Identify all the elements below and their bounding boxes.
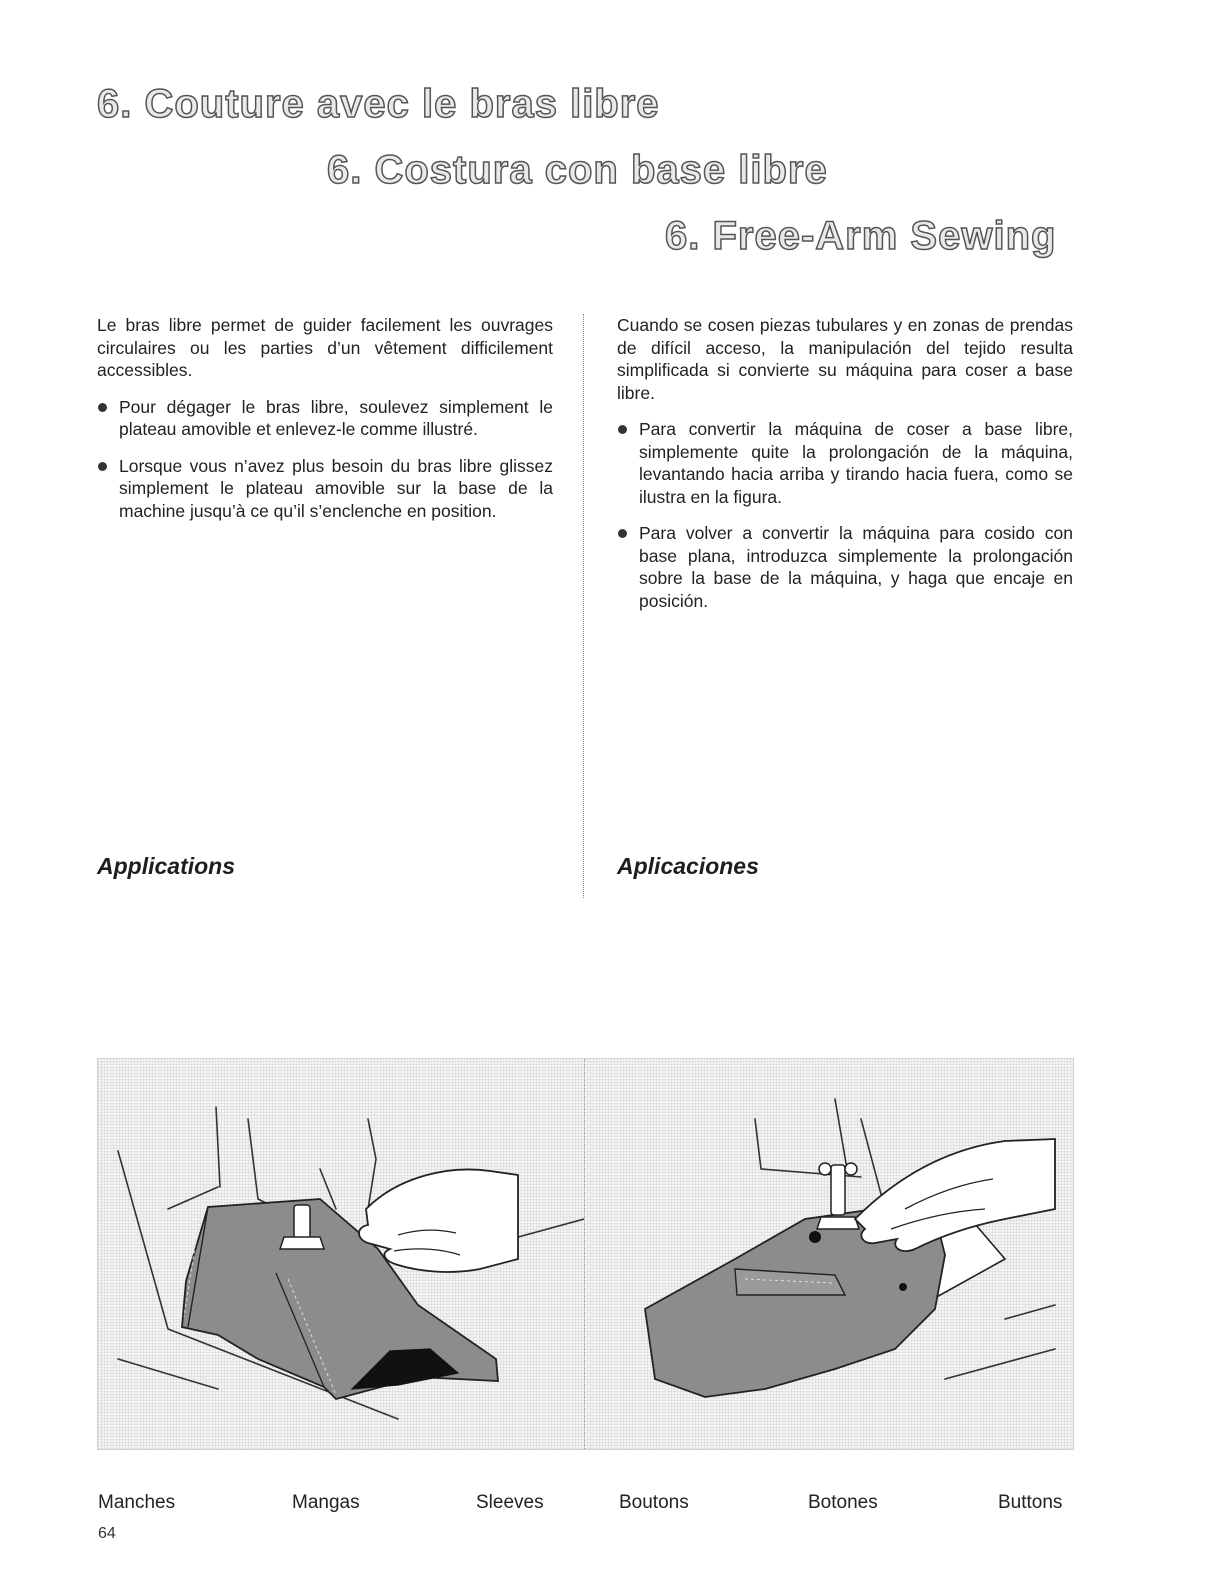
spanish-column — [617, 314, 1073, 626]
title-english: 6. Free-Arm Sewing — [665, 214, 1057, 258]
spanish-bullet-item — [617, 522, 1073, 612]
french-bullet-text: Lorsque vous n’avez plus besoin du bras libre glissez simplement le plateau amovible sur la base de la machine jusqu’à ce qu’il s’enclenche en position. — [119, 455, 553, 521]
spanish-bullet-item — [617, 418, 1073, 508]
column-divider — [583, 314, 584, 898]
illustration-panel — [97, 1058, 1074, 1450]
caption-boutons: Boutons — [619, 1492, 689, 1513]
bullet-icon — [618, 529, 627, 538]
caption-manches: Manches — [98, 1492, 176, 1513]
spanish-bullet-text: Para convertir la máquina de coser a base libre, simplemente quite la prolongación de la máquina, levantando hacia arriba y tirando hacia fuera, como se ilustra en la figura. — [639, 419, 1073, 507]
bullet-icon — [98, 403, 107, 412]
french-intro: Le bras libre permet de guider facilement les ouvrages circulaires ou les parties d’un vêtement difficilement accessibles. — [97, 315, 553, 380]
spanish-bullet-text: Para volver a convertir la máquina para cosido con base plana, introduzca simplemente la prolongación sobre la base de la máquina, y haga que encaje en posición. — [639, 523, 1073, 611]
caption-botones: Botones — [808, 1492, 878, 1513]
page-number: 64 — [98, 1525, 116, 1542]
caption-mangas: Mangas — [292, 1492, 360, 1513]
caption-sleeves: Sleeves — [476, 1492, 544, 1513]
title-spanish: 6. Costura con base libre — [327, 148, 828, 192]
caption-buttons: Buttons — [998, 1492, 1063, 1513]
french-bullet-text: Pour dégager le bras libre, soulevez simplement le plateau amovible et enlevez-le comme illustré. — [119, 396, 553, 439]
french-bullet-item — [97, 396, 553, 441]
applications-heading-french: Applications — [97, 853, 236, 879]
french-bullet-list — [97, 396, 553, 523]
spanish-intro: Cuando se cosen piezas tubulares y en zonas de prendas de difícil acceso, la manipulación del tejido resulta simplificada si convierte su máquina para coser a base libre. — [617, 315, 1073, 403]
bullet-icon — [98, 462, 107, 471]
french-column — [97, 314, 553, 536]
sleeve-sewing-illustration — [98, 1059, 584, 1449]
spanish-bullet-list — [617, 418, 1073, 612]
bullet-icon — [618, 425, 627, 434]
button-sewing-illustration — [585, 1059, 1073, 1449]
applications-heading-spanish: Aplicaciones — [617, 853, 759, 879]
french-bullet-item — [97, 455, 553, 523]
title-french: 6. Couture avec le bras libre — [97, 82, 660, 126]
